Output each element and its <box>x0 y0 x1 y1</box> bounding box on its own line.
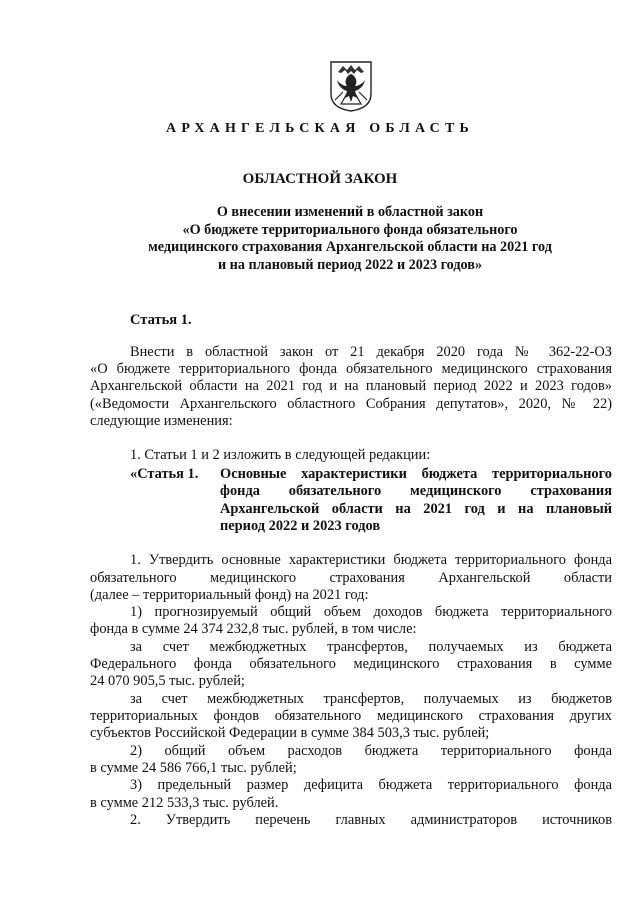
new-article-title-line: фонда обязательного медицинского страхования <box>220 483 612 500</box>
article-heading: Статья 1. <box>130 312 192 328</box>
intro-line: следующие изменения: <box>90 413 233 429</box>
law-type-heading: ОБЛАСТНОЙ ЗАКОН <box>242 171 398 187</box>
new-article-title <box>220 466 612 536</box>
new-article-title-line: Архангельской области на 2021 год и на плановый <box>220 500 612 517</box>
body-line: обязательного медицинского страхования Архангельской области <box>90 570 612 586</box>
amendment-item-1: 1. Статьи 1 и 2 изложить в следующей редакции: <box>130 447 431 463</box>
body-line: (далее – территориальный фонд) на 2021 год: <box>90 587 369 603</box>
law-title-line: «О бюджете территориального фонда обязательного <box>182 221 518 238</box>
law-title-line: и на плановый период 2022 и 2023 годов» <box>217 256 483 273</box>
body-line: Федерального фонда обязательного медицинского страхования в сумме <box>90 656 612 672</box>
law-title-line: медицинского страхования Архангельской области на 2021 год <box>148 239 552 255</box>
intro-line: «О бюджете территориального фонда обязательного медицинского страхования <box>90 361 612 377</box>
body-line: в сумме 24 586 766,1 тыс. рублей; <box>90 760 297 776</box>
body-line: 2) общий объем расходов бюджета территориального фонда <box>130 743 612 759</box>
body-line: в сумме 212 533,3 тыс. рублей. <box>90 795 279 811</box>
law-title-line: О внесении изменений в областной закон <box>216 204 484 220</box>
body-line: за счет межбюджетных трансфертов, получаемых из бюджета <box>130 639 612 655</box>
region-name: АРХАНГЕЛЬСКАЯ ОБЛАСТЬ <box>166 121 474 136</box>
intro-line: Архангельской области на 2021 год и на плановый период 2022 и 2023 годов» <box>90 378 612 394</box>
body-line: 2. Утвердить перечень главных администраторов источников <box>130 812 612 828</box>
intro-line: Внести в областной закон от 21 декабря 2020 года № 362-22-ОЗ <box>130 344 612 360</box>
body-line: 1) прогнозируемый общий объем доходов бюджета территориального <box>130 604 612 620</box>
intro-line: («Ведомости Архангельского областного Собрания депутатов», 2020, № 22) <box>90 396 612 412</box>
body-line: фонда в сумме 24 374 232,8 тыс. рублей, в том числе: <box>90 621 417 637</box>
new-article-title-line: Основные характеристики бюджета территориального <box>220 466 612 482</box>
body-line: 1. Утвердить основные характеристики бюджета территориального фонда <box>130 552 612 568</box>
new-article-title-line: период 2022 и 2023 годов <box>220 518 381 535</box>
coat-of-arms-emblem <box>329 60 373 112</box>
body-line: субъектов Российской Федерации в сумме 384 503,3 тыс. рублей; <box>90 725 490 741</box>
law-title <box>100 204 600 274</box>
body-line: территориальных фондов обязательного медицинского страхования других <box>90 708 612 724</box>
body-line: 24 070 905,5 тыс. рублей; <box>90 673 245 689</box>
new-article-label: «Статья 1. <box>130 466 199 482</box>
body-line: 3) предельный размер дефицита бюджета территориального фонда <box>130 777 612 793</box>
body-line: за счет межбюджетных трансфертов, получаемых из бюджетов <box>130 691 612 707</box>
